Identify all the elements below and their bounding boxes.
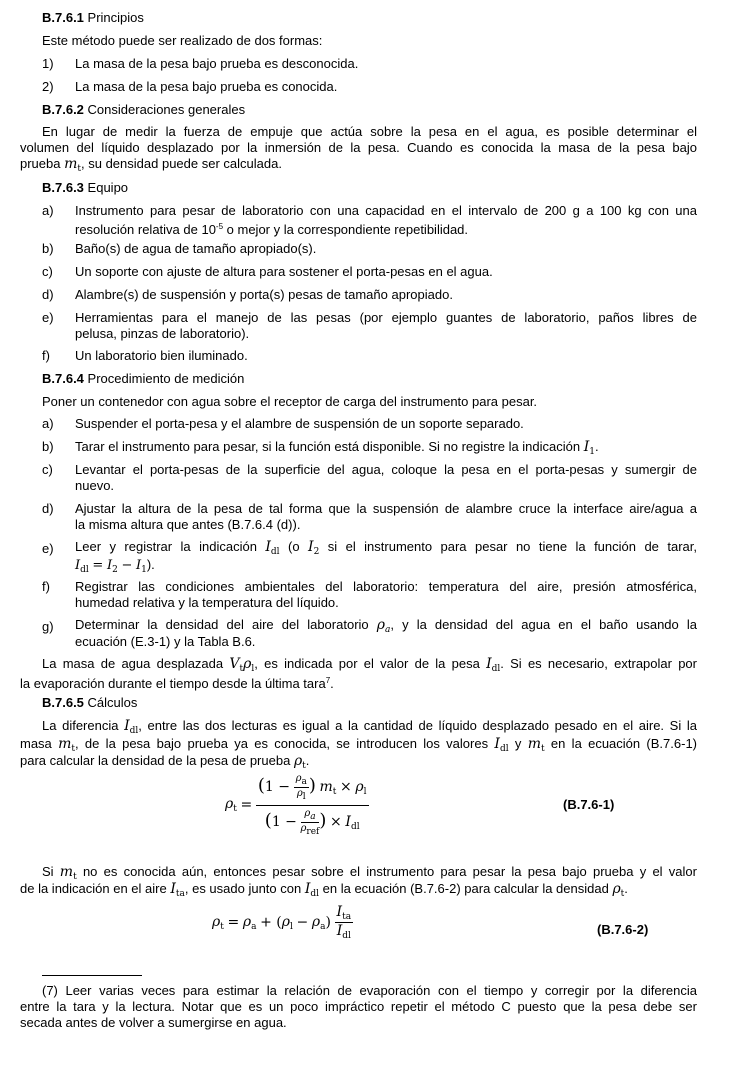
- list-item: Tarar el instrumento para pesar, si la función está disponible. Si no registre la indicación $I_1$.: [75, 439, 599, 457]
- math-rho-a: $\rho_a$: [376, 617, 391, 635]
- math-I1: $I_1$: [583, 439, 595, 457]
- list-item-line: Ajustar la altura de la pesa de tal forma que la suspensión de alambre cruce la interface aire/agua a: [75, 501, 697, 516]
- list-item-line: humedad relativa y la temperatura del líquido.: [75, 595, 339, 610]
- math-Idl: $I_{dl}$: [124, 718, 139, 736]
- section-title: Procedimiento de medición: [87, 371, 245, 386]
- section-number: B.7.6.3: [42, 180, 84, 195]
- list-item-line: ecuación (E.3-1) y la Tabla B.6.: [75, 634, 256, 649]
- paragraph-line: La masa de agua desplazada $V_t\rho_l$, es indicada por el valor de la pesa $I_{dl}$. Si es necesario, extrapolar por: [42, 656, 697, 674]
- section-heading-equipo: [42, 180, 128, 195]
- paragraph: Poner un contenedor con agua sobre el receptor de carga del instrumento para pesar.: [42, 394, 538, 409]
- section-title: Consideraciones generales: [87, 102, 246, 117]
- equation-fraction: $\frac{I_{ta}}{I_{dl}}$: [336, 904, 352, 941]
- list-item: La masa de la pesa bajo prueba es desconocida.: [75, 56, 359, 71]
- math-Idl: $I_{dl}$: [486, 656, 501, 674]
- list-item-line: Instrumento para pesar de laboratorio con una capacidad en el intervalo de 200 g a 100 kg con una: [75, 203, 697, 218]
- list-marker: d): [42, 287, 54, 302]
- section-number: B.7.6.2: [42, 102, 84, 117]
- section-title: Principios: [87, 10, 144, 25]
- list-item: Un laboratorio bien iluminado.: [75, 348, 248, 363]
- list-item: La masa de la pesa bajo prueba es conocida.: [75, 79, 338, 94]
- list-item-line: Herramientas para el manejo de las pesas (por ejemplo guantes de laboratorio, paños libres de: [75, 310, 697, 325]
- paragraph-line: para calcular la densidad de la pesa de prueba $\rho_t$.: [20, 753, 310, 771]
- paragraph-line: la evaporación durante el tiempo desde la última tara$^7$.: [20, 676, 334, 691]
- list-item-line: resolución relativa de $10^{-5}$ o mejor y la correspondiente repetibilidad.: [75, 222, 469, 237]
- math-Vt-rhol: $V_t\rho_l$: [229, 656, 255, 674]
- list-marker: e): [42, 310, 54, 325]
- list-marker: b): [42, 439, 54, 454]
- list-marker: 1): [42, 56, 54, 71]
- paragraph-line: Si $m_t$ no es conocida aún, entonces pesar sobre el instrumento para pesar la pesa bajo prueba y el valor: [42, 864, 697, 882]
- math-m-t: $m_t$: [527, 736, 545, 754]
- list-item-line: Determinar la densidad del aire del laboratorio $\rho_a$, y la densidad del agua en el baño usando la: [75, 617, 697, 635]
- paragraph-line: prueba $m_t$, su densidad puede ser calculada.: [20, 156, 282, 174]
- paragraph-line: de la indicación en el aire $I_{ta}$, es usado junto con $I_{dl}$ en la ecuación (B.7.6-2) para calcular la densidad $\rho_t$.: [20, 881, 628, 899]
- paragraph-line: En lugar de medir la fuerza de empuje que actúa sobre la pesa en el agua, es posible determinar el: [42, 124, 697, 139]
- footnote-line: (7) Leer varias veces para estimar la relación de evaporación con el tiempo y corregir por la diferencia: [42, 983, 697, 998]
- paragraph: Este método puede ser realizado de dos formas:: [42, 33, 323, 48]
- paragraph-line: La diferencia $I_{dl}$, entre las dos lecturas es igual a la cantidad de líquido desplazado pesado en el aire. Si la: [42, 718, 697, 736]
- math-Idl: $I_{dl}$: [304, 881, 320, 899]
- equation-b761: $\rho_t$ = (1 − $\frac{\rho a}{\rho l}$ ) $m_t \times \rho_l$ (1 − $\frac{\rho a}{\text{ρref}}$ ) × $I_{dl}$: [225, 773, 367, 837]
- math-rho-t: $\rho_t$: [293, 753, 306, 771]
- section-title: Cálculos: [87, 695, 138, 710]
- list-marker: d): [42, 501, 54, 516]
- list-marker: a): [42, 203, 54, 218]
- equation-fraction: (1 − $\frac{\rho a}{\rho l}$ ) $m_t \times \rho_l$ (1 − $\frac{\rho a}{\text{ρref}}$ ) × $I_{dl}$: [257, 773, 367, 837]
- section-heading-principios: [42, 10, 144, 25]
- math-Idl: $I_{dl}$: [494, 736, 509, 754]
- list-marker: b): [42, 241, 54, 256]
- math-Ita: $I_{ta}$: [170, 881, 185, 899]
- list-item-line: pelusa, pinzas de laboratorio).: [75, 326, 250, 341]
- footnote-line: secada antes de volver a sumergirse en agua.: [20, 1015, 287, 1030]
- list-item-line: Registrar las condiciones ambientales del laboratorio: temperatura del aire, presión atmosférica,: [75, 579, 697, 594]
- math-m-t: $m_t$: [58, 736, 76, 754]
- list-marker: c): [42, 264, 53, 279]
- equation-label: (B.7.6-2): [597, 922, 649, 937]
- list-item-line: la misma altura que antes (B.7.6.4 (d)).: [75, 517, 301, 532]
- list-marker: a): [42, 416, 54, 431]
- equation-label: (B.7.6-1): [563, 797, 615, 812]
- section-title: Equipo: [87, 180, 129, 195]
- list-item-line: nuevo.: [75, 478, 115, 493]
- section-heading-calculos: [42, 695, 137, 710]
- list-marker: f): [42, 579, 50, 594]
- list-item: Baño(s) de agua de tamaño apropiado(s).: [75, 241, 317, 256]
- math-I2: $I_2$: [308, 539, 320, 557]
- math-equation-inline: $I_{dl} = I_2 - I_1$).: [75, 557, 155, 575]
- section-number: B.7.6.4: [42, 371, 84, 386]
- list-item: Suspender el porta-pesa y el alambre de suspensión de un soporte separado.: [75, 416, 524, 431]
- math-Idl: $I_{dl}$: [265, 539, 280, 557]
- paragraph-line: volumen del líquido desplazado por la inmersión de la pesa. Cuando es conocida la masa de la pesa bajo: [20, 140, 697, 155]
- math-m-t: $m_t$: [64, 156, 82, 174]
- list-item: Alambre(s) de suspensión y porta(s) pesas de tamaño apropiado.: [75, 287, 453, 302]
- list-item-line: Leer y registrar la indicación $I_{dl}$ (o $I_2$ si el instrumento para pesar no tiene la función de tarar,: [75, 539, 697, 557]
- paragraph-line: masa $m_t$, de la pesa bajo prueba ya es conocida, se introducen los valores $I_{dl}$ y $m_t$ en la ecuación (B.7.6-1): [20, 736, 698, 754]
- list-marker: e): [42, 541, 54, 556]
- list-marker: f): [42, 348, 50, 363]
- section-number: B.7.6.5: [42, 695, 84, 710]
- list-item: Un soporte con ajuste de altura para sostener el porta-pesas en el agua.: [75, 264, 493, 279]
- footnote-ref[interactable]: 7: [325, 676, 331, 685]
- equation-b762: $\rho_t = \rho_a + (\rho_l - \rho_a)$ $\frac{I_{ta}}{I_{dl}}$: [212, 904, 352, 941]
- section-number: B.7.6.1: [42, 10, 84, 25]
- list-item-line: Levantar el porta-pesas de la superficie del agua, coloque la pesa en el porta-pesas y sumergir de: [75, 462, 697, 477]
- list-marker: g): [42, 619, 54, 634]
- list-marker: c): [42, 462, 53, 477]
- list-marker: 2): [42, 79, 54, 94]
- section-heading-consideraciones: [42, 102, 245, 117]
- footnote-line: entre la tara y la lectura. Notar que es un poco impráctico repetir el método C puesto que la pesa debe ser: [20, 999, 697, 1014]
- math-rho-t: $\rho_t$: [612, 881, 625, 899]
- section-heading-procedimiento: [42, 371, 244, 386]
- footnote-divider: [42, 975, 142, 976]
- math-m-t: $m_t$: [59, 864, 77, 882]
